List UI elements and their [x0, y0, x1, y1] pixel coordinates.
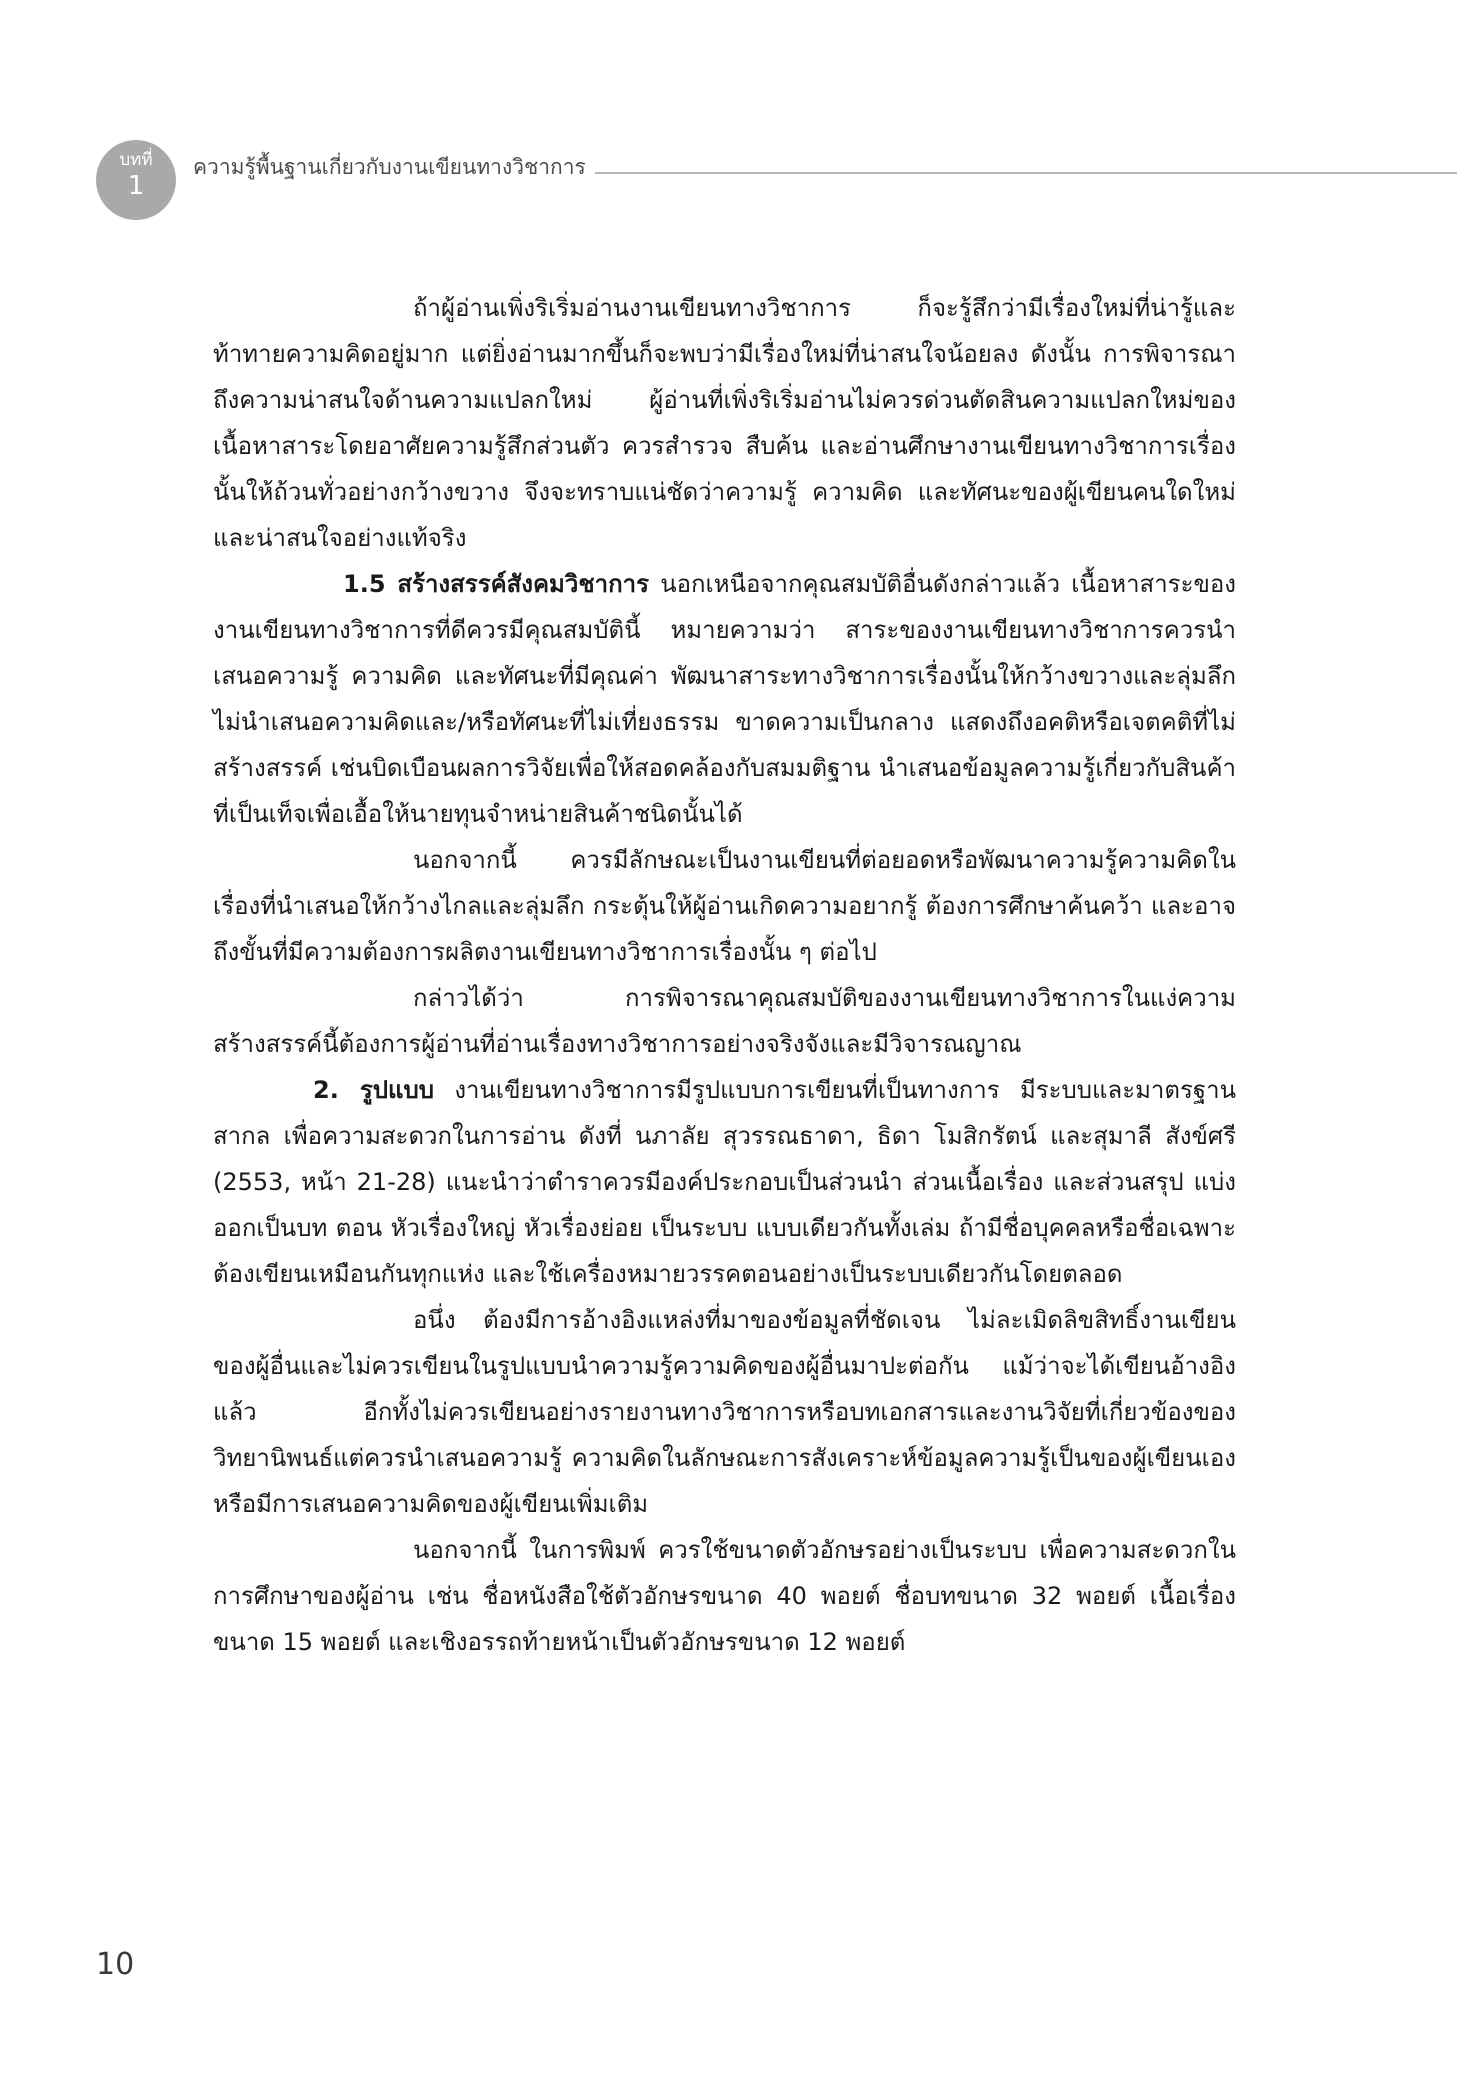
body-text [213, 285, 1236, 1665]
running-header-title: ความรู้พื้นฐานเกี่ยวกับงานเขียนทางวิชาการ [193, 155, 586, 179]
chapter-badge [96, 140, 176, 220]
section-heading-1-5: 1.5 สร้างสรรค์สังคมวิชาการ [343, 570, 650, 598]
paragraph-novelty: ถ้าผู้อ่านเพิ่งริเริ่มอ่านงานเขียนทางวิชาการ ก็จะรู้สึกว่ามีเรื่องใหม่ที่น่ารู้และท้าทายความคิดอยู่มาก แต่ยิ่งอ่านมากขึ้นก็จะพบว่ามีเรื่องใหม่ที่น่าสนใจน้อยลง ดังนั้น การพิจารณาถึงความน่าสนใจด้านความแปลกใหม่ ผู้อ่านที่เพิ่งริเริ่มอ่านไม่ควรด่วนตัดสินความแปลกใหม่ของเนื้อหาสาระโดยอาศัยความรู้สึกส่วนตัว ควรสำรวจ สืบค้น และอ่านศึกษางานเขียนทางวิชาการเรื่องนั้นให้ถ้วนทั่วอย่างกว้างขวาง จึงจะทราบแน่ชัดว่าความรู้ ความคิด และทัศนะของผู้เขียนคนใดใหม่และน่าสนใจอย่างแท้จริง [213, 294, 1236, 552]
paragraph-font-sizes: นอกจากนี้ ในการพิมพ์ ควรใช้ขนาดตัวอักษรอย่างเป็นระบบ เพื่อความสะดวกในการศึกษาของผู้อ่าน เช่น ชื่อหนังสือใช้ตัวอักษรขนาด 40 พอยต์ ชื่อบทขนาด 32 พอยต์ เนื้อเรื่องขนาด 15 พอยต์ และเชิงอรรถท้ายหน้าเป็นตัวอักษรขนาด 12 พอยต์ [213, 1536, 1236, 1656]
chapter-label: บทที่ [119, 150, 153, 170]
paragraph-citation: อนึ่ง ต้องมีการอ้างอิงแหล่งที่มาของข้อมูลที่ชัดเจน ไม่ละเมิดลิขสิทธิ์งานเขียนของผู้อื่นและไม่ควรเขียนในรูปแบบนำความรู้ความคิดของผู้อื่นมาปะต่อกัน แม้ว่าจะได้เขียนอ้างอิงแล้ว อีกทั้งไม่ควรเขียนอย่างรายงานทางวิชาการหรือบทเอกสารและงานวิจัยที่เกี่ยวข้องของวิทยานิพนธ์แต่ควรนำเสนอความรู้ ความคิดในลักษณะการสังเคราะห์ข้อมูลความรู้เป็นของผู้เขียนเองหรือมีการเสนอความคิดของผู้เขียนเพิ่มเติม [213, 1306, 1236, 1518]
paragraph-format [213, 1067, 1236, 1297]
page-number: 10 [96, 1947, 135, 1982]
paragraph-critical-reader: กล่าวได้ว่า การพิจารณาคุณสมบัติของงานเขียนทางวิชาการในแง่ความสร้างสรรค์นี้ต้องการผู้อ่านที่อ่านเรื่องทางวิชาการอย่างจริงจังและมีวิจารณญาณ [213, 984, 1236, 1058]
section-1-5-text: นอกเหนือจากคุณสมบัติอื่นดังกล่าวแล้ว เนื้อหาสาระของงานเขียนทางวิชาการที่ดีควรมีคุณสมบัตินี้ หมายความว่า สาระของงานเขียนทางวิชาการควรนำเสนอความรู้ ความคิด และทัศนะที่มีคุณค่า พัฒนาสาระทางวิชาการเรื่องนั้นให้กว้างขวางและลุ่มลึก ไม่นำเสนอความคิดและ/หรือทัศนะที่ไม่เที่ยงธรรม ขาดความเป็นกลาง แสดงถึงอคติหรือเจตคติที่ไม่สร้างสรรค์ เช่นบิดเบือนผลการวิจัยเพื่อให้สอดคล้องกับสมมติฐาน นำเสนอข้อมูลความรู้เกี่ยวกับสินค้าที่เป็นเท็จเพื่อเอื้อให้นายทุนจำหน่ายสินค้าชนิดนั้นได้ [213, 570, 1236, 828]
paragraph-creative-academic-society [213, 561, 1236, 837]
section-heading-2: 2. รูปแบบ [313, 1076, 434, 1104]
header-divider [595, 172, 1457, 174]
paragraph-further-development: นอกจากนี้ ควรมีลักษณะเป็นงานเขียนที่ต่อยอดหรือพัฒนาความรู้ความคิดในเรื่องที่นำเสนอให้กว้างไกลและลุ่มลึก กระตุ้นให้ผู้อ่านเกิดความอยากรู้ ต้องการศึกษาค้นคว้า และอาจถึงขั้นที่มีความต้องการผลิตงานเขียนทางวิชาการเรื่องนั้น ๆ ต่อไป [213, 846, 1236, 966]
chapter-number: 1 [127, 171, 145, 201]
section-2-text: งานเขียนทางวิชาการมีรูปแบบการเขียนที่เป็นทางการ มีระบบและมาตรฐานสากล เพื่อความสะดวกในการอ่าน ดังที่ นภาลัย สุวรรณธาดา, ธิดา โมสิกรัตน์ และสุมาลี สังข์ศรี (2553, หน้า 21-28) แนะนำว่าตำราควรมีองค์ประกอบเป็นส่วนนำ ส่วนเนื้อเรื่อง และส่วนสรุป แบ่งออกเป็นบท ตอน หัวเรื่องใหญ่ หัวเรื่องย่อย เป็นระบบ แบบเดียวกันทั้งเล่ม ถ้ามีชื่อบุคคลหรือชื่อเฉพาะต้องเขียนเหมือนกันทุกแห่ง และใช้เครื่องหมายวรรคตอนอย่างเป็นระบบเดียวกันโดยตลอด [213, 1076, 1236, 1288]
